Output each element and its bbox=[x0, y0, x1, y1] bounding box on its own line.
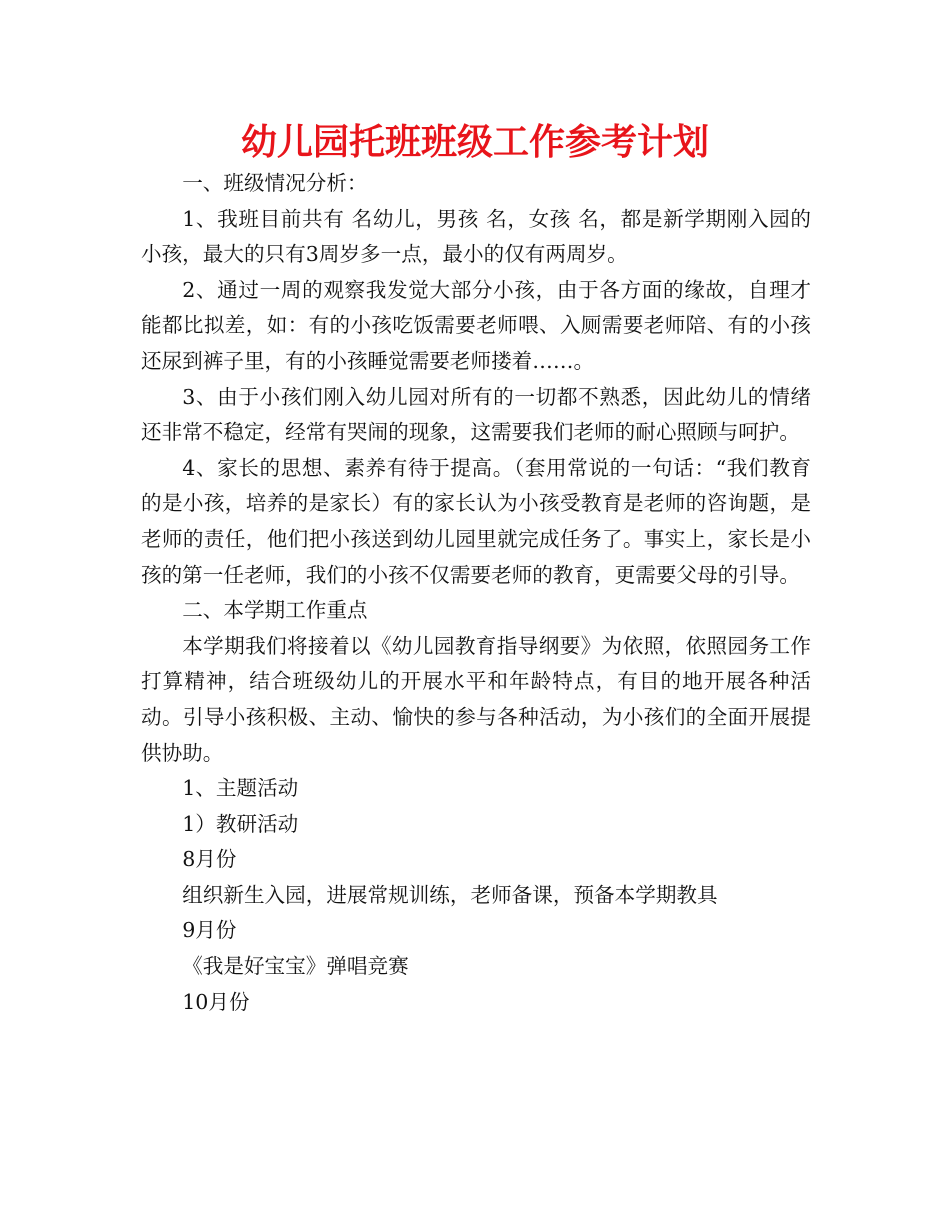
subheading-research-activities: 1）教研活动 bbox=[182, 811, 299, 836]
month-october: 10月份 bbox=[182, 989, 250, 1014]
month-september: 9月份 bbox=[182, 918, 237, 943]
activity-september: 《我是好宝宝》弹唱竞赛 bbox=[182, 954, 409, 979]
paragraph-class-size: 1、我班目前共有 名幼儿，男孩 名，女孩 名，都是新学期刚入园的小孩，最大的只有3周岁多一点，最小的仅有两周岁。 bbox=[141, 206, 811, 267]
document-title: 幼儿园托班班级工作参考计划 bbox=[240, 122, 709, 163]
paragraph-self-care: 2、通过一周的观察我发觉大部分小孩，由于各方面的缘故，自理才能都比拟差，如：有的小孩吃饭需要老师喂、入厕需要老师陪、有的小孩还尿到裤子里，有的小孩睡觉需要老师搂着……。 bbox=[141, 277, 811, 373]
section-heading-work-focus: 二、本学期工作重点 bbox=[182, 598, 368, 623]
paragraph-emotions: 3、由于小孩们刚入幼儿园对所有的一切都不熟悉，因此幼儿的情绪还非常不稳定，经常有哭闹的现象，这需要我们老师的耐心照顾与呵护。 bbox=[141, 384, 811, 445]
activity-august: 组织新生入园，进展常规训练，老师备课，预备本学期教具 bbox=[182, 882, 718, 907]
document-body bbox=[141, 166, 811, 1020]
subheading-theme-activities: 1、主题活动 bbox=[182, 776, 299, 801]
paragraph-work-focus: 本学期我们将接着以《幼儿园教育指导纲要》为依照，依照园务工作打算精神，结合班级幼儿的开展水平和年龄特点，有目的地开展各种活动。引导小孩积极、主动、愉快的参与各种活动，为小孩们的全面开展提供协助。 bbox=[141, 633, 811, 765]
section-heading-class-analysis: 一、班级情况分析： bbox=[182, 171, 368, 195]
paragraph-parents: 4、家长的思想、素养有待于提高。（套用常说的一句话：“我们教育的是小孩，培养的是家长）有的家长认为小孩受教育是老师的咨询题，是老师的责任，他们把小孩送到幼儿园里就完成任务了。事实上，家长是小孩的第一任老师，我们的小孩不仅需要老师的教育，更需要父母的引导。 bbox=[141, 455, 811, 587]
month-august: 8月份 bbox=[182, 847, 237, 872]
